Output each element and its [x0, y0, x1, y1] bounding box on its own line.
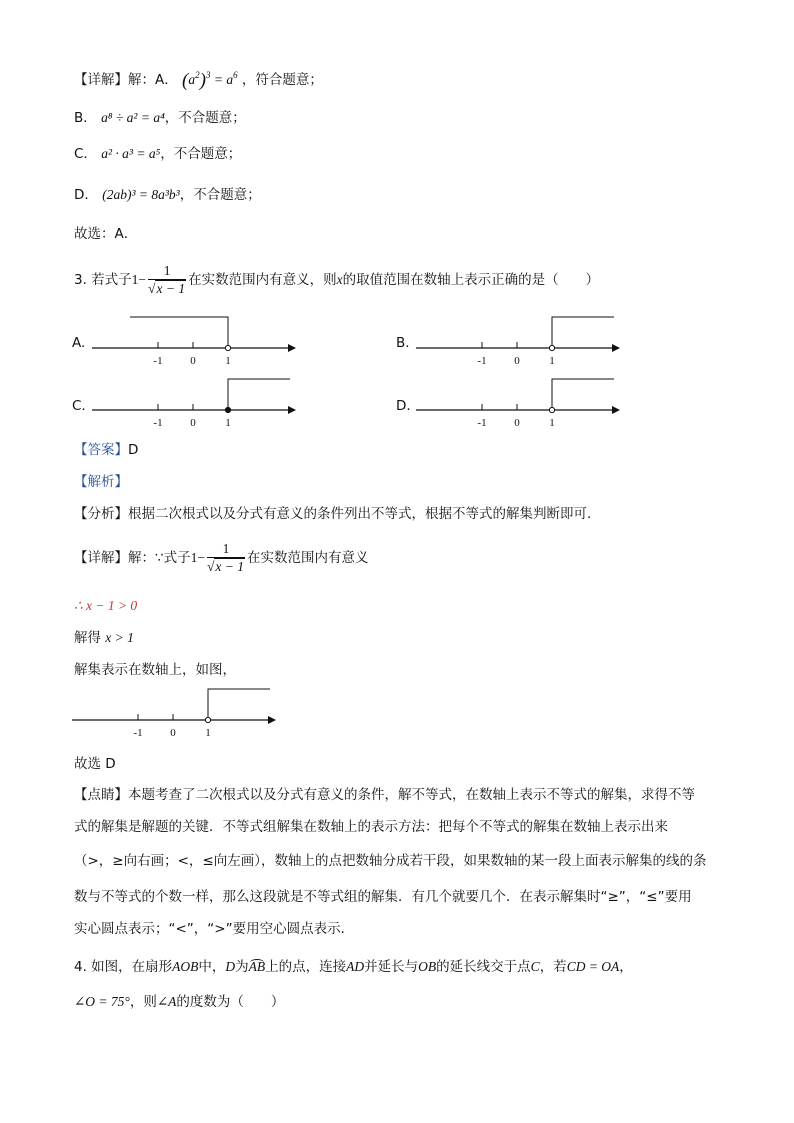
- q3-step3: 解集表示在数轴上，如图，: [74, 662, 236, 678]
- q2-b-label: B．: [74, 110, 97, 126]
- answer-tag: 【答案】: [74, 442, 128, 458]
- axis-arrow: [612, 406, 620, 414]
- comment-line-5: 实心圆点表示；“<”，“>”要用空心圆点表示．: [74, 921, 355, 937]
- tick-label: 1: [549, 417, 555, 429]
- tick-label: -1: [133, 727, 143, 739]
- option-d-number-line: [416, 374, 626, 434]
- detail-tag: 【详解】: [74, 72, 128, 88]
- option-b-number-line: [416, 312, 626, 372]
- q3-number: 3. 若式子: [74, 272, 132, 288]
- tick-label: 1: [225, 417, 231, 429]
- q3-expr-lead: 1−: [131, 272, 147, 287]
- q2-a-math: $(a^2)^3 = a^6$: [182, 70, 238, 91]
- q3-step2: 解得 x > 1: [74, 630, 134, 646]
- q2-d-tail: ，不合题意；: [179, 187, 261, 203]
- comment-line-1: 【点睛】本题考查了二次根式以及分式有意义的条件，解不等式，在数轴上表示不等式的解集，求得不等: [74, 787, 695, 803]
- option-a-number-line: [92, 312, 302, 372]
- tick-label: -1: [153, 417, 163, 429]
- q2-detail-line-a: [74, 70, 323, 91]
- solid-point: [225, 407, 230, 412]
- q2-c-math: a² · a³ = a⁵: [101, 146, 161, 161]
- q2-b-tail: ，不合题意；: [164, 110, 246, 126]
- analysis-sub-tag: 【分析】: [74, 506, 128, 522]
- hollow-point: [225, 345, 230, 350]
- comment-line-3: （>，≥向右画；<，≤向左画），数轴上的点把数轴分成若干段，如果数轴的某一段上面表示解集的线的条: [74, 853, 707, 869]
- analysis-tag: 【解析】: [74, 474, 128, 490]
- option-c-label: C.: [72, 398, 86, 414]
- q3-analysis-text: 根据二次根式以及分式有意义的条件列出不等式，根据不等式的解集判断即可．: [128, 506, 601, 522]
- q2-d-line: [74, 185, 261, 205]
- tick-label: -1: [477, 417, 487, 429]
- q3-stem-tail: 的取值范围在数轴上表示正确的是（ ）: [342, 272, 600, 288]
- q2-b-math: a⁸ ÷ a² = a⁴: [101, 110, 165, 125]
- tick-label: 0: [170, 727, 176, 739]
- solution-bracket: [552, 317, 614, 348]
- q3-detail-tail: 在实数范围内有意义: [247, 550, 369, 566]
- q3-stem-mid: 在实数范围内有意义，则: [188, 272, 337, 288]
- solution-bracket: [228, 379, 290, 410]
- q2-b-line: [74, 108, 246, 128]
- q4-line-2: ∠O = 75°，则∠A的度数为（ ）: [74, 994, 285, 1010]
- q2-choice: 故选：A．: [74, 226, 138, 242]
- q3-stem: [74, 262, 599, 298]
- solution-bracket: [552, 379, 614, 410]
- axis-arrow: [288, 344, 296, 352]
- hollow-point: [549, 407, 554, 412]
- tick-label: -1: [153, 355, 163, 367]
- q3-var: x: [336, 272, 343, 287]
- tick-label: 1: [549, 355, 555, 367]
- axis-arrow: [288, 406, 296, 414]
- solution-number-line: [72, 684, 282, 744]
- q3-step1: ∴ x − 1 > 0: [74, 598, 138, 613]
- comment-line-2: 式的解集是解题的关键．不等式组解集在数轴上的表示方法：把每个不等式的解集在数轴上表示出来: [74, 819, 668, 835]
- axis-arrow: [268, 716, 276, 724]
- q2-solve: 解：A．: [128, 72, 178, 88]
- option-b-label: B.: [396, 335, 410, 351]
- q4-line-1: 4. 如图，在扇形AOB中，D为 AB上的点，连接AD并延长与OB的延长线交于点C，若CD = OA，: [74, 959, 633, 975]
- q3-expr-fraction: $\frac{1}{√x - 1}$: [148, 263, 186, 296]
- q3-analysis-line: [74, 504, 601, 524]
- q3-answer: D: [128, 442, 139, 458]
- hollow-point: [549, 345, 554, 350]
- tick-label: 1: [205, 727, 211, 739]
- q2-d-math: (2ab)³ = 8a³b³: [102, 187, 180, 202]
- comment-tag: 【点睛】: [74, 787, 128, 803]
- q3-detail-fraction: $\frac{1}{√x - 1}$: [206, 541, 244, 574]
- solution-bracket: [208, 689, 270, 720]
- q2-c-label: C．: [74, 146, 97, 162]
- option-a-label: A.: [72, 335, 86, 351]
- q2-c-line: [74, 144, 241, 164]
- q2-a-tail: ，符合题意；: [241, 72, 323, 88]
- solution-bracket: [130, 317, 228, 348]
- option-d-label: D.: [396, 398, 411, 414]
- tick-label: 0: [514, 355, 520, 367]
- detail-tag: 【详解】: [74, 550, 128, 566]
- tick-label: 0: [190, 417, 196, 429]
- comment-line-4: 数与不等式的个数一样，那么这段就是不等式组的解集．有几个就要几个．在表示解集时“≥”，“≤”要用: [74, 889, 692, 905]
- tick-label: 0: [190, 355, 196, 367]
- tick-label: 0: [514, 417, 520, 429]
- q3-detail-lead: 解：∵式子: [128, 550, 191, 566]
- option-c-number-line: [92, 374, 302, 434]
- hollow-point: [205, 717, 210, 722]
- tick-label: 1: [225, 355, 231, 367]
- q3-choice: 故选 D: [74, 756, 116, 772]
- q2-c-tail: ，不合题意；: [160, 146, 242, 162]
- q3-answer-line: [74, 440, 138, 460]
- q3-detail-line: 【详解】解：∵式子1− $\frac{1}{√x - 1}$ 在实数范围内有意义: [74, 541, 369, 574]
- tick-label: -1: [477, 355, 487, 367]
- q2-d-label: D．: [74, 187, 98, 203]
- axis-arrow: [612, 344, 620, 352]
